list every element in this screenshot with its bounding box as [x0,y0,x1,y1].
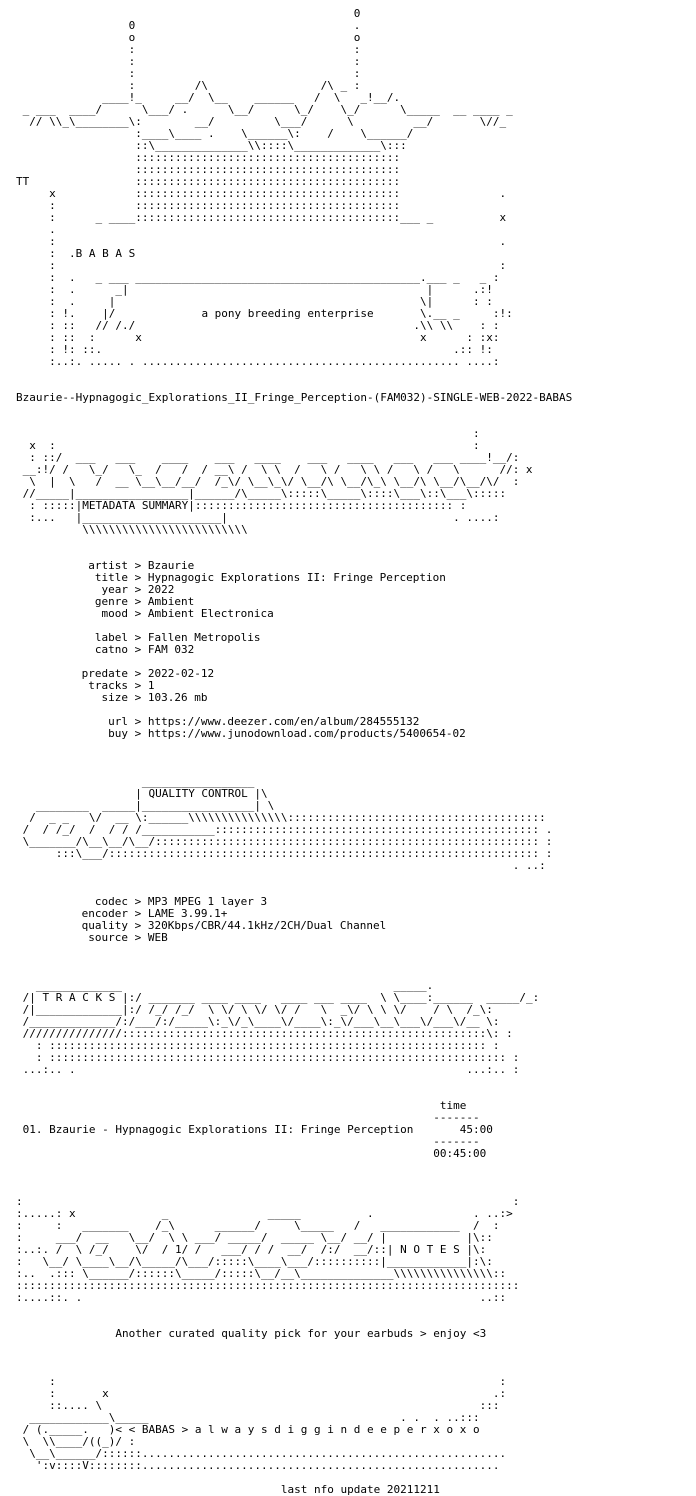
meta-title: title > Hypnagogic Explorations II: Fringe Perception [94,571,446,584]
section-metadata: METADATA SUMMARY [82,499,189,512]
track-time: 45:00 [459,1123,493,1136]
qc-source: source > WEB [88,931,168,944]
footer-signature: < < BABAS > a l w a y s d i g g i n d e e p e r x o x o [115,1423,480,1436]
total-time: 00:45:00 [433,1147,487,1160]
notes-text-row [16,1328,572,1340]
banner-letters: B A B A S [75,247,136,260]
meta-catno: catno > FAM 032 [94,643,195,656]
metadata-ascii-art: : x : : : ::/ ___ ___ ____ ___ ____ ___ ____ ___ ___ ____!__/: __:!/ / \_/ \_ / / / __\ / \ \ / \ / \ \ / \ / \ //: x \ | \ / __ \__\__/__/ /_\/ \__\_\/ \__/\ \__/\_\ \__/\ \__/\__/\/ : //_____|_________________|______/\_____\:::::\_____\::::\___\::\___\::::: : :::::| [22,427,533,512]
meta-genre: genre > Ambient [94,595,195,608]
qc-quality: quality > 320Kbps/CBR/44.1kHz/2CH/Dual Channel [81,919,387,932]
meta-label: label > Fallen Metropolis [94,631,261,644]
quality-ascii-art: _________________ | [135,775,255,800]
footer-ascii-art: : : : x .: ::.... \ ::: ____________\_____ . . . ..::: / (._____. ) [22,1375,507,1436]
meta-artist: artist > Bzaurie [88,559,195,572]
qc-codec: codec > MP3 MPEG 1 layer 3 [94,895,268,908]
track-title: Bzaurie - Hypnagogic Explorations II: Fringe Perception [49,1123,414,1136]
nfo-document: 0 0 . o o : : : : : : : /\ /\ _ : ____!_ __/ \__ ______ / \ _!__/. _ ___ ____/ \___/ . \__/ \_/ \_/ \_____ __ ____ _ // \\_\________\: __/ \___/ \ __/ \//_ :____\____ . \______\: / \______/ ::\______________\\::::\_____________\::: :::::::::::::::::::::::::::::::::::::::: :::::::::::::::::::::::::::::::::::::::: TT :::::::::::::::::::::::::::::::::::::::: x :::::::::::::::::::::::::::::::::::::::: . : :::::::::::::::::::::::::::::::::::::::: : _ ____::::::::::::::::::::::::::::::::::::::::___ _ x . : . : .B A B A S : : : . _ ___ ___________________________________________.___ _ _ : : . _| | .:! : . | \| : : : !. |/ a pony breeding enterprise \.__ _ :!: : :: // /./ .\\ \\ : : : :: : x x : :x: : !: ::. .:: !: :..:. ..... . ................................................ ....: Bzaurie--Hypnagogic_Explorations_II_Fringe_Perception-(FAM032)-SINGLE-WEB-2022-BABAS : x : : : ::/ ___ ___ ____ ___ ____ ___ ____ ___ ___ ____!__/: __:!/ / \_/ \_ / / / __\ / \ \ / \ / \ \ / \ / \ //: x \ | \ / __ \__\__/__/ /_\/ \__\_\/ \__/\ \__/\_\ \__/\ \__/\__/\/ : //_____|_________________|______/\_____\:::::\_____\::::\___\::\___\::::: : :::::|METADATA SUMMARY|::::::::::::::::::::::::::::::::::::::: : :... |_____________________| . ....: \\\\\\\\\\\\\\\\\\\\\\\\\ artist > Bzaurie title > Hypnagogic Explorations II: Fringe Perception year > 2022 genre > Ambient mood > Ambient Electronica label > Fallen Metropolis catno > FAM 032 predate > 2022-02-12 tracks > 1 size > 103.26 mb url > https://www.deezer.com/en/album/284555132 buy > https://www.junodownload.com/products/5400654-02 _________________ | QUALITY CONTROL |\ ________ _____|_________________| \ / _ _ \/ __ \:______\\\\\\\\\\\\\\\::::::::::::::::::::::::::::::::::::::: / / /_/ / / / /___________::::::::::::::::::::::::::::::::::::::::::::::::: . \_______/\__\__/\__/:::::::::::::::::::::::::::::::::::::::::::::::::::::::::: : :::\___/::::::::::::::::::::::::::::::::::::::::::::::::::::::::::::::::: : . ..: codec > MP3 MPEG 1 layer 3 encoder > LAME 3.99.1+ quality > 320Kbps/CBR/44.1kHz/2CH/Dual Channel source > WEB _____________ _____. /| T R A C K S |:/ _______ ____ ____ ____ ___ ____ \ \____:______ _____/_: /|_____________|:/ /_/ /_/ \ \/ \ \/ \/ / \ _\/ \ \ \/ / \ /_\: /_____________/:/___/:/_____\:_\/_\____\/____\:_\/___\__\___\/___\/__ \: ///////////////:::::::::::::::::::::::::::::::::::::::::::::::::::::::\: : : :::::::::::::::::::::::::::::::::::::::::::::::::::::::::::::::::: : : ::::::::::::::::::::::::::::::::::::::::::::::::::::::::::::::::::::: : ...:.. . ...:.. : time ------- 01. Bzaurie - Hypnagogic Explorations II: Fringe Perception 45:00 ------- 00:45:00 : : :.....: x _ _____ . . ..:> : : _______ /_\ ______/ \_____ / ____________ / : : ___/ __ \__/ \ \ ___/ _____/ _____ \__/ __/ | |\:: :..:. / \ /_/ \/ / 1/ / ___/ / / __/ /:/ __/::| N O T E S |\: : \__/ \____\__/\_____/\___/:::::\____\___/::::::::::|____________|:\: :.. .::: \______/::::::\_____/:::::\__/__\______________\\\\\\\\\\\\\\\:: :::::::::::::::::::::::::::::::::::::::::::::::::::::::::::::::::::::::::::: :....::. . ..:: Another curated quality pick for your earbuds > enjoy <3 : : : x .: ::.... \ ::: ____________\_____ . . . ..::: / (._____. )< < BABAS > a l w a y s d i g g i n d e e p e r x o x o \ \\____/((_)/ : \__\______/::::::....................................................... ':v::::V::::::::...................................................... last nfo update 20211211 [16,7,573,1496]
banner-tagline: a pony breeding enterprise [201,307,374,320]
qc-encoder: encoder > LAME 3.99.1+ [81,907,228,920]
notes-ascii-art: : : :.....: x _ _____ . . ..:> : : _______ /_\ ______/ \_____ / ____________ / : : ___/ __ \__/ \ \ ___/ _____/ _____ \__/ __/ | |\:: :..:. / \ /_/ \/ / 1/ / ___/ / / __/ /:/ __/::| [16,1195,520,1256]
tracks-ascii-art: _____________ _____. /| [22,979,434,1004]
meta-year: year > 2022 [101,583,175,596]
time-header: time [439,1099,467,1112]
section-tracks: T R A C K S [42,991,116,1004]
meta-tracks: tracks > 1 [88,679,155,692]
track-number: 01. [22,1123,43,1136]
last-update: last nfo update 20211211 [280,1483,440,1496]
section-notes: N O T E S [400,1243,460,1256]
meta-size: size > 103.26 mb [101,691,208,704]
meta-url: url > https://www.deezer.com/en/album/284555132 [108,715,420,728]
header-ascii-art: 0 0 . o o : : : : : : : /\ /\ _ : ____!_ __/ \__ ______ / \ _!__/. _ ___ ____/ \___/ . \__/ \_/ \_/ \_____ __ ____ _ // \\_\________\: __/ \___/ \ __/ \//_ :____\____ . \______\: / \______/ ::\______________\\::::\_____________\::: :::::::::::::::::::::::::::::::::::::::: :::::::::::::::::::::::::::::::::::::::: TT :::::::::::::::::::::::::::::::::::::::: x :::::::::::::::::::::::::::::::::::::::: . : :::::::::::::::::::::::::::::::::::::::: : _ ____::::::::::::::::::::::::::::::::::::::::___ _ x . : . : . [16,7,513,260]
meta-buy: buy > https://www.junodownload.com/products/5400654-02 [108,727,466,740]
release-name: Bzaurie--Hypnagogic_Explorations_II_Fringe_Perception-(FAM032)-SINGLE-WEB-2022-BABAS [16,391,573,404]
meta-predate: predate > 2022-02-12 [81,667,215,680]
notes-text: Another curated quality pick for your earbuds > enjoy <3 [115,1327,487,1340]
section-quality: QUALITY CONTROL [148,787,248,800]
meta-mood: mood > Ambient Electronica [101,607,274,620]
